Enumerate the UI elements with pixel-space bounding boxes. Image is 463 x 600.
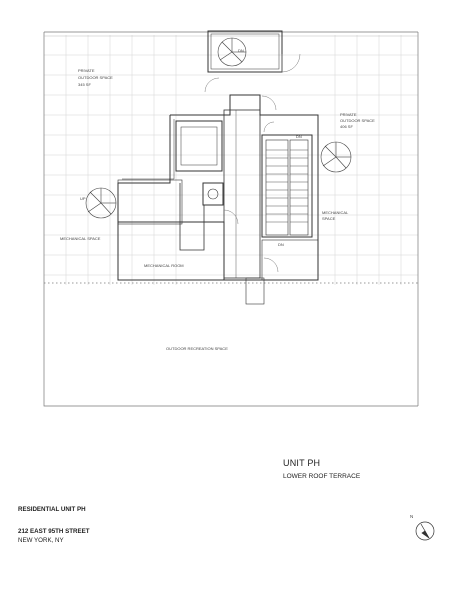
north-arrow-icon bbox=[416, 522, 434, 540]
north-label: N bbox=[410, 514, 414, 519]
terrace-boundary bbox=[44, 32, 418, 406]
label-dn-stair-bottom: DN bbox=[278, 242, 284, 247]
label-private-outdoor-left-1: PRIVATE bbox=[78, 68, 95, 73]
level-title: LOWER ROOF TERRACE bbox=[283, 473, 361, 480]
label-mechanical-space-right-1: MECHANICAL bbox=[322, 210, 349, 215]
door-swings bbox=[205, 54, 300, 272]
label-up-left: UP bbox=[80, 196, 86, 201]
label-private-outdoor-right-1: PRIVATE bbox=[340, 112, 357, 117]
spiral-stair-left bbox=[86, 188, 116, 218]
label-mechanical-room: MECHANICAL ROOM bbox=[144, 263, 184, 268]
label-mechanical-space-left: MECHANICAL SPACE bbox=[60, 236, 101, 241]
label-dn-stair-top: DN bbox=[296, 134, 302, 139]
address-line-1: 212 EAST 95TH STREET bbox=[18, 528, 90, 535]
label-dn-top: DN bbox=[238, 48, 244, 53]
unit-title: UNIT PH bbox=[283, 458, 321, 468]
label-private-outdoor-right-2: OUTDOOR SPACE bbox=[340, 118, 375, 123]
label-mechanical-space-right-2: SPACE bbox=[322, 216, 336, 221]
label-private-outdoor-left-2: OUTDOOR SPACE bbox=[78, 75, 113, 80]
spiral-stair-right bbox=[321, 142, 351, 172]
label-outdoor-recreation: OUTDOOR RECREATION SPACE bbox=[166, 346, 228, 351]
address-line-2: NEW YORK, NY bbox=[18, 537, 64, 544]
label-private-outdoor-left-3: 345 SF bbox=[78, 82, 91, 87]
residential-unit-title: RESIDENTIAL UNIT PH bbox=[18, 506, 86, 513]
label-private-outdoor-right-3: 406 SF bbox=[340, 124, 353, 129]
stair-treads bbox=[266, 150, 308, 222]
